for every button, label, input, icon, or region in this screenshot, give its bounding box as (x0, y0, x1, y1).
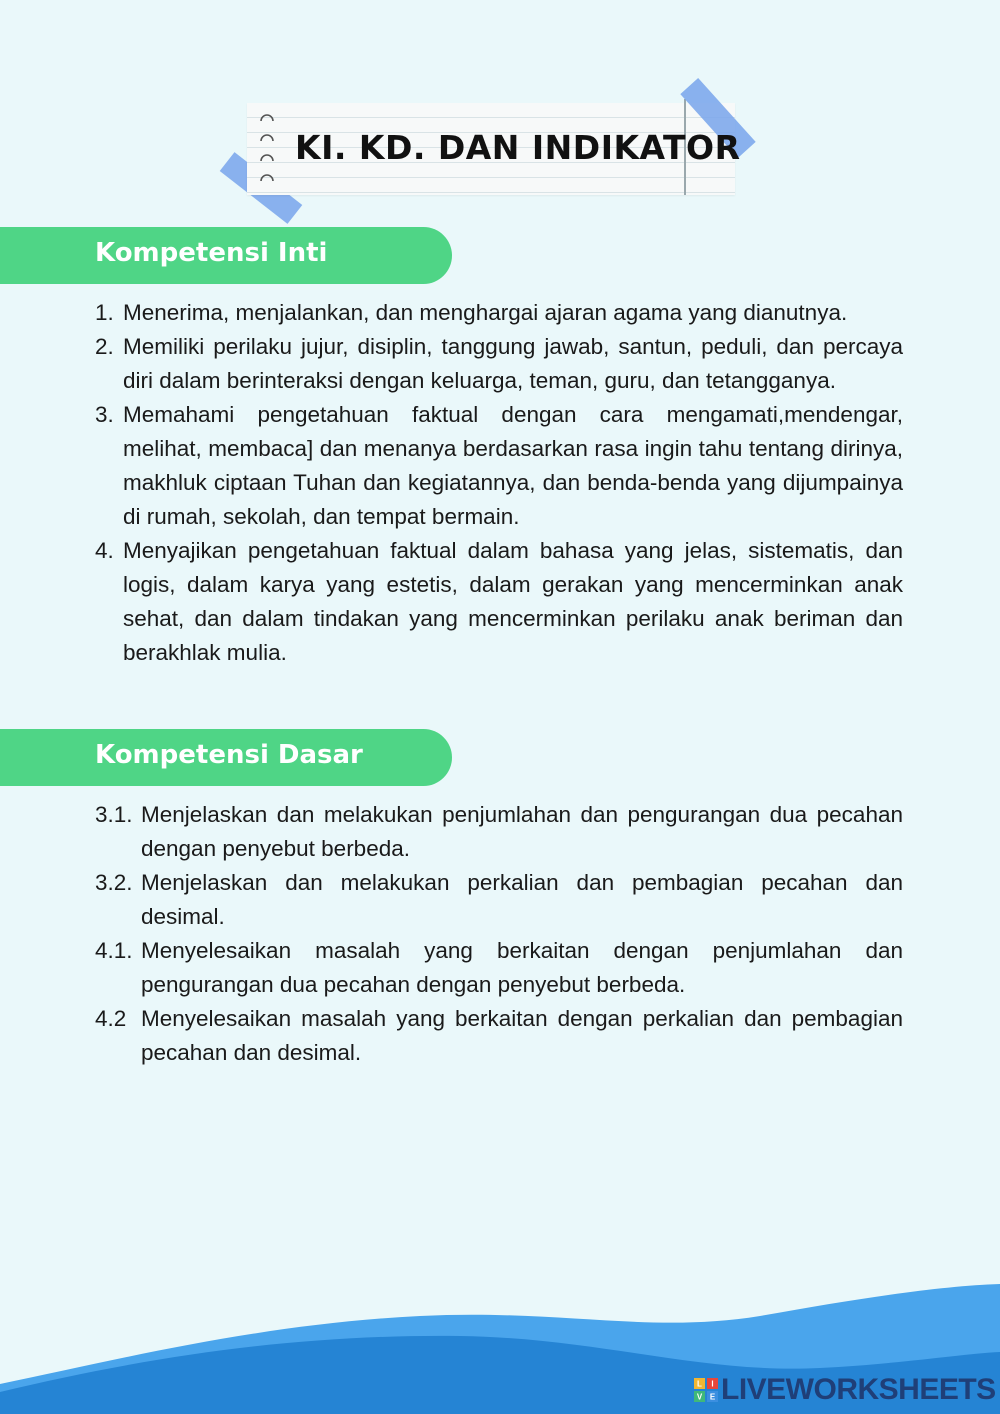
list-item-text: Menyelesaikan masalah yang berkaitan dengan penjumlahan dan pengurangan dua pecahan dengan penyebut berbeda. (141, 938, 903, 997)
list-item-number: 2. (95, 334, 114, 359)
list-item (95, 534, 903, 670)
list-item-number: 3.1. (95, 802, 133, 827)
list-item-text: Menyelesaikan masalah yang berkaitan dengan perkalian dan pembagian pecahan dan desimal. (141, 1006, 903, 1065)
list-item (95, 1002, 903, 1070)
list-item-text: Memiliki perilaku jujur, disiplin, tanggung jawab, santun, peduli, dan percaya diri dalam berinteraksi dengan keluarga, teman, guru, dan tetangganya. (123, 334, 903, 393)
page-title: KI. KD. DAN INDIKATOR (295, 128, 741, 167)
list-item (95, 866, 903, 934)
list-item (95, 398, 903, 534)
svg-text:E: E (709, 1392, 716, 1402)
list-item-number: 4.1. (95, 938, 133, 963)
kompetensi-dasar-header (0, 729, 452, 786)
liveworksheets-logo (694, 1373, 996, 1407)
list-item-number: 4. (95, 538, 114, 563)
list-item-number: 3.2. (95, 870, 133, 895)
list-item-text: Menjelaskan dan melakukan penjumlahan dan pengurangan dua pecahan dengan penyebut berbeda. (141, 802, 903, 861)
list-item-text: Menerima, menjalankan, dan menghargai ajaran agama yang dianutnya. (123, 300, 848, 325)
kompetensi-dasar-heading: Kompetensi Dasar (95, 740, 363, 770)
live-blocks-icon (694, 1378, 718, 1402)
svg-text:L: L (697, 1379, 702, 1389)
kompetensi-dasar-list (95, 798, 903, 1070)
kompetensi-inti-list (95, 296, 903, 670)
svg-text:I: I (711, 1379, 714, 1389)
list-item-text: Menjelaskan dan melakukan perkalian dan pembagian pecahan dan desimal. (141, 870, 903, 929)
list-item (95, 330, 903, 398)
list-item-text: Menyajikan pengetahuan faktual dalam bahasa yang jelas, sistematis, dan logis, dalam karya yang estetis, dalam gerakan yang mencerminkan anak sehat, dan dalam tindakan yang mencerminkan perilaku anak beriman dan berakhlak mulia. (123, 538, 903, 665)
list-item-number: 4.2 (95, 1006, 127, 1031)
list-item (95, 296, 903, 330)
list-item (95, 934, 903, 1002)
list-item-number: 1. (95, 300, 114, 325)
logo-text: LIVEWORKSHEETS (721, 1373, 996, 1406)
list-item (95, 798, 903, 866)
kompetensi-inti-heading: Kompetensi Inti (95, 238, 328, 268)
list-item-text: Memahami pengetahuan faktual dengan cara mengamati,mendengar, melihat, membaca] dan menanya berdasarkan rasa ingin tahu tentang dirinya, makhluk ciptaan Tuhan dan kegiatannya, dan benda-benda yang dijumpainya di rumah, sekolah, dan tempat bermain. (123, 402, 903, 529)
svg-text:V: V (696, 1392, 703, 1402)
kompetensi-inti-header (0, 227, 452, 284)
list-item-number: 3. (95, 402, 114, 427)
notebook-rings-icon (257, 113, 277, 193)
